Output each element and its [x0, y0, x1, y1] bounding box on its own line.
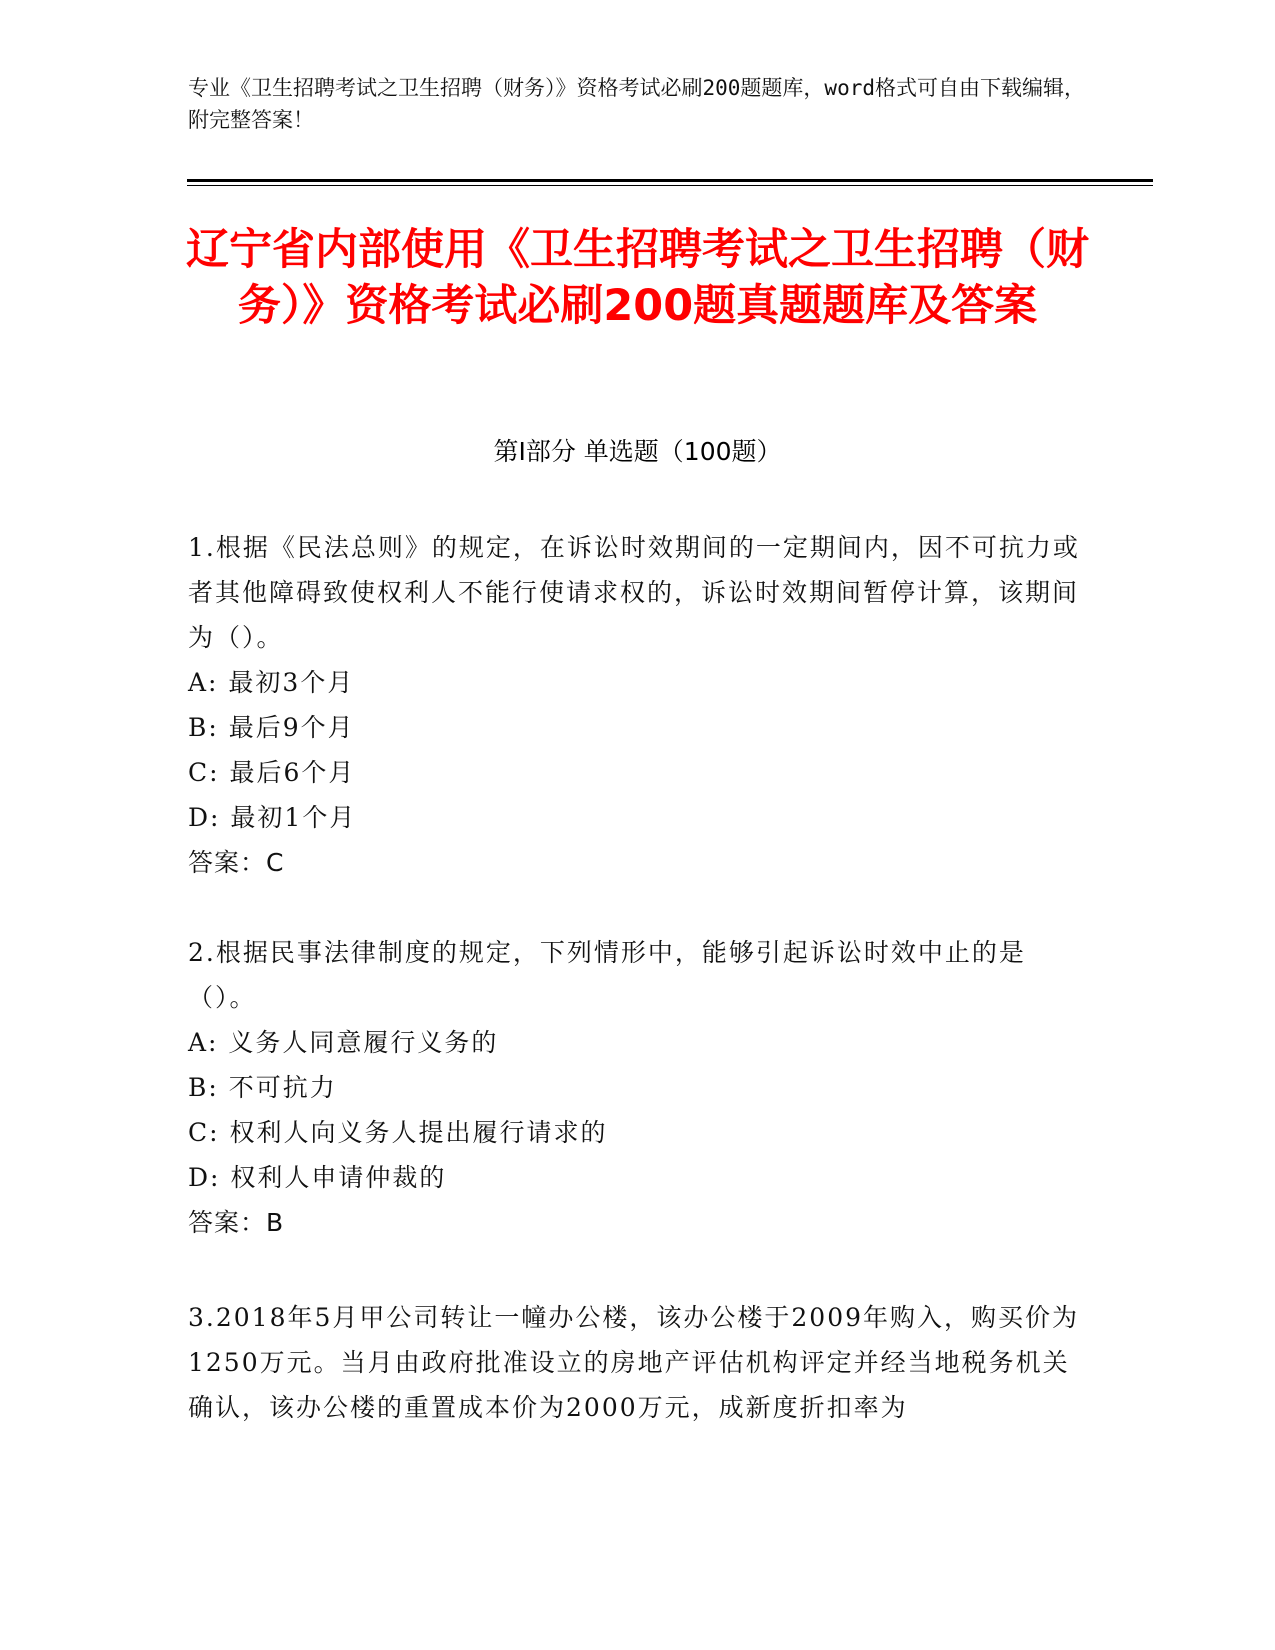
question-1 — [188, 525, 1088, 885]
header-note: 专业《卫生招聘考试之卫生招聘（财务）》资格考试必刷200题题库，word格式可自由下载编辑，附完整答案！ — [188, 76, 1085, 132]
question-stem: 1.根据《民法总则》的规定，在诉讼时效期间的一定期间内，因不可抗力或者其他障碍致使权利人不能行使请求权的，诉讼时效期间暂停计算，该期间为（）。 — [188, 533, 1080, 652]
question-stem: 2.根据民事法律制度的规定，下列情形中，能够引起诉讼时效中止的是（）。 — [188, 938, 1026, 1012]
option-d: D: 权利人申请仲裁的 — [188, 1163, 447, 1192]
header-divider-thin — [187, 185, 1153, 186]
question-2 — [188, 930, 1088, 1245]
option-c: C: 权利人向义务人提出履行请求的 — [188, 1118, 608, 1147]
answer-line: 答案：C — [188, 848, 285, 877]
option-b: B: 不可抗力 — [188, 1073, 337, 1102]
question-3 — [188, 1295, 1088, 1430]
option-a: A: 最初3个月 — [188, 668, 355, 697]
document-title: 辽宁省内部使用《卫生招聘考试之卫生招聘（财务）》资格考试必刷200题真题题库及答案 — [186, 225, 1089, 331]
section-heading: 第Ⅰ部分 单选题（100题） — [493, 437, 782, 466]
option-c: C: 最后6个月 — [188, 758, 356, 787]
header-divider-thick — [187, 179, 1153, 182]
option-b: B: 最后9个月 — [188, 713, 355, 742]
question-stem: 3.2018年5月甲公司转让一幢办公楼，该办公楼于2009年购入，购买价为1250万元。当月由政府批准设立的房地产评估机构评定并经当地税务机关确认，该办公楼的重置成本价为2000万元，成新度折扣率为 — [188, 1303, 1080, 1422]
answer-line: 答案：B — [188, 1208, 285, 1237]
option-a: A: 义务人同意履行义务的 — [188, 1028, 499, 1057]
option-d: D: 最初1个月 — [188, 803, 357, 832]
